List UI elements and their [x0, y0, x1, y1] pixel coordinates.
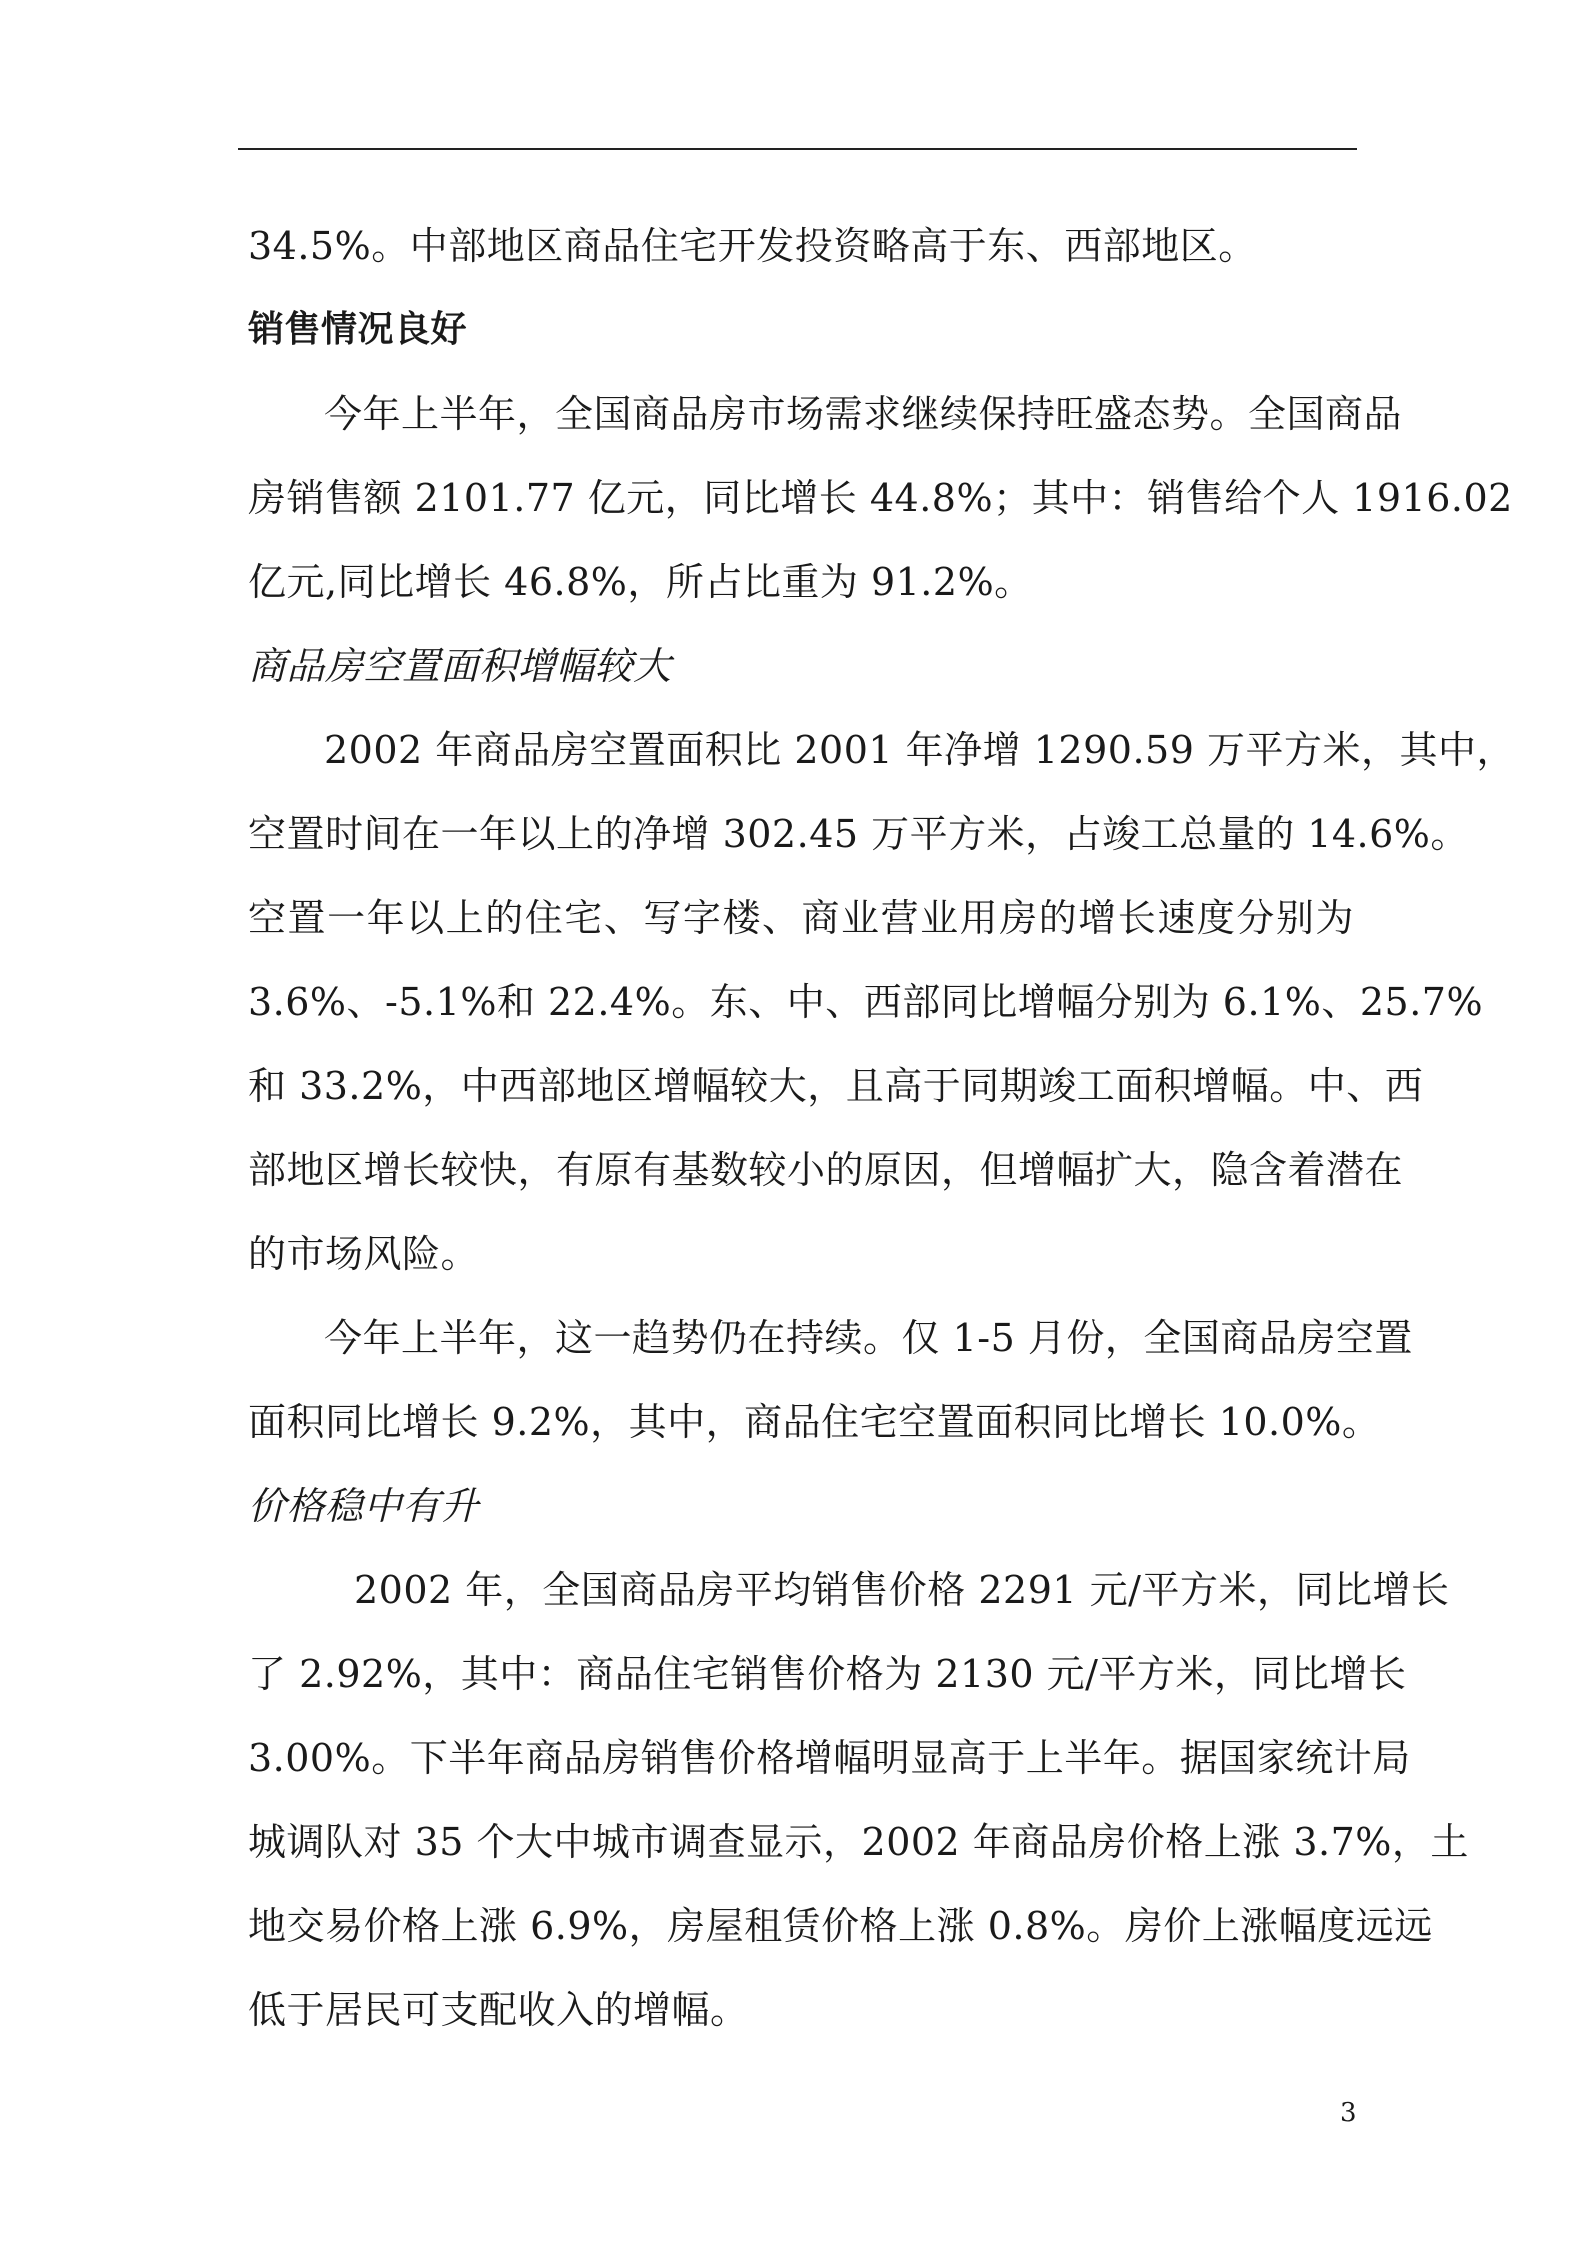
text-line: 了 2.92%，其中：商品住宅销售价格为 2130 元/平方米，同比增长 — [248, 1652, 1407, 1696]
text-line: 3.00%。下半年商品房销售价格增幅明显高于上半年。据国家统计局 — [248, 1736, 1411, 1780]
text-line: 面积同比增长 9.2%，其中，商品住宅空置面积同比增长 10.0%。 — [248, 1400, 1381, 1444]
text-line: 2002 年商品房空置面积比 2001 年净增 1290.59 万平方米，其中， — [324, 728, 1515, 772]
text-line: 城调队对 35 个大中城市调查显示，2002 年商品房价格上涨 3.7%，土 — [248, 1820, 1469, 1864]
text-line: 和 33.2%，中西部地区增幅较大，且高于同期竣工面积增幅。中、西 — [248, 1064, 1424, 1108]
text-line: 今年上半年，这一趋势仍在持续。仅 1-5 月份，全国商品房空置 — [324, 1316, 1413, 1360]
text-line: 34.5%。中部地区商品住宅开发投资略高于东、西部地区。 — [248, 224, 1257, 268]
section-heading: 销售情况良好 — [248, 309, 468, 350]
text-line: 房销售额 2101.77 亿元，同比增长 44.8%；其中：销售给个人 1916.02 — [248, 476, 1513, 520]
text-line: 今年上半年，全国商品房市场需求继续保持旺盛态势。全国商品 — [324, 392, 1403, 436]
header-rule — [238, 148, 1357, 150]
text-line: 2002 年，全国商品房平均销售价格 2291 元/平方米，同比增长 — [354, 1568, 1450, 1612]
section-heading: 价格稳中有升 — [248, 1484, 480, 1528]
document-body — [248, 204, 1515, 2052]
text-line: 地交易价格上涨 6.9%，房屋租赁价格上涨 0.8%。房价上涨幅度远远 — [248, 1904, 1433, 1948]
text-line: 低于居民可支配收入的增幅。 — [248, 1988, 749, 2032]
text-line: 空置一年以上的住宅、写字楼、商业营业用房的增长速度分别为 — [248, 896, 1354, 940]
text-line: 部地区增长较快，有原有基数较小的原因，但增幅扩大，隐含着潜在 — [248, 1148, 1404, 1192]
section-heading: 商品房空置面积增幅较大 — [248, 644, 672, 688]
text-line: 3.6%、-5.1%和 22.4%。东、中、西部同比增幅分别为 6.1%、25.7% — [248, 980, 1484, 1024]
text-line: 亿元,同比增长 46.8%，所占比重为 91.2%。 — [248, 560, 1033, 604]
text-line: 的市场风险。 — [248, 1232, 480, 1276]
page-number: 3 — [1340, 2098, 1357, 2128]
text-line: 空置时间在一年以上的净增 302.45 万平方米，占竣工总量的 14.6%。 — [248, 812, 1469, 856]
